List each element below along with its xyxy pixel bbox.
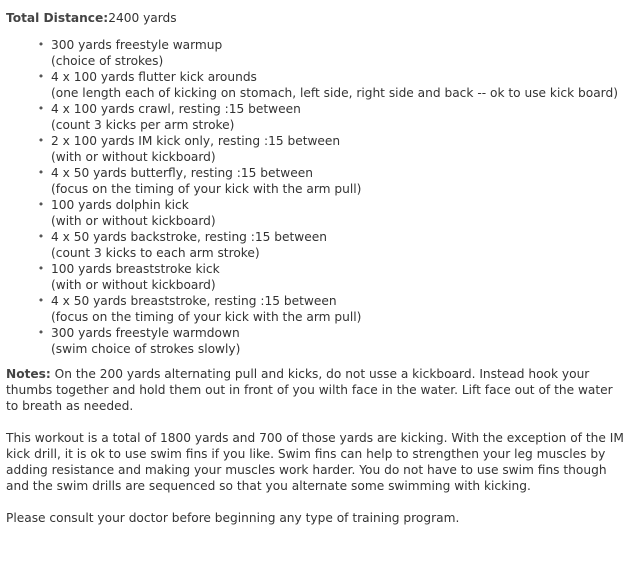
list-item <box>36 101 626 133</box>
workout-list <box>6 37 626 357</box>
bullet-icon: • <box>37 294 45 307</box>
bullet-icon: • <box>37 70 45 83</box>
total-distance <box>6 10 626 26</box>
workout-step-detail: (one length each of kicking on stomach, left side, right side and back -- ok to use kick board) <box>51 86 618 100</box>
list-item <box>36 293 626 325</box>
workout-step: 4 x 50 yards butterfly, resting :15 between <box>51 166 313 180</box>
bullet-icon: • <box>37 166 45 179</box>
notes-paragraph <box>6 366 626 414</box>
bullet-icon: • <box>37 326 45 339</box>
workout-step: 300 yards freestyle warmdown <box>51 326 240 340</box>
list-item <box>36 261 626 293</box>
disclaimer-paragraph: Please consult your doctor before beginning any type of training program. <box>6 511 460 525</box>
workout-step-detail: (focus on the timing of your kick with the arm pull) <box>51 182 362 196</box>
list-item <box>36 325 626 357</box>
list-item <box>36 69 626 101</box>
list-item <box>36 229 626 261</box>
workout-step: 4 x 100 yards flutter kick arounds <box>51 70 257 84</box>
list-item <box>36 197 626 229</box>
total-distance-label: Total Distance: <box>6 11 109 25</box>
workout-step-detail: (count 3 kicks per arm stroke) <box>51 118 235 132</box>
workout-step-detail: (count 3 kicks to each arm stroke) <box>51 246 260 260</box>
bullet-icon: • <box>37 38 45 51</box>
workout-step-detail: (with or without kickboard) <box>51 214 216 228</box>
workout-step-detail: (focus on the timing of your kick with the arm pull) <box>51 310 362 324</box>
notes-text: On the 200 yards alternating pull and kicks, do not usse a kickboard. Instead hook your thumbs together and hold them out in front of you wilth face in the water. Lift face out of the water to breath as needed. <box>6 367 613 413</box>
notes-label: Notes: <box>6 367 51 381</box>
workout-step: 300 yards freestyle warmup <box>51 38 223 52</box>
bullet-icon: • <box>37 198 45 211</box>
workout-step: 4 x 50 yards backstroke, resting :15 between <box>51 230 327 244</box>
total-distance-value: 2400 yards <box>108 11 177 25</box>
workout-step: 100 yards dolphin kick <box>51 198 189 212</box>
workout-step: 4 x 100 yards crawl, resting :15 between <box>51 102 301 116</box>
workout-step: 4 x 50 yards breaststroke, resting :15 between <box>51 294 337 308</box>
list-item <box>36 165 626 197</box>
bullet-icon: • <box>37 102 45 115</box>
workout-step: 100 yards breaststroke kick <box>51 262 220 276</box>
workout-step-detail: (with or without kickboard) <box>51 278 216 292</box>
workout-step-detail: (with or without kickboard) <box>51 150 216 164</box>
workout-step-detail: (swim choice of strokes slowly) <box>51 342 241 356</box>
list-item <box>36 37 626 69</box>
list-item <box>36 133 626 165</box>
workout-step: 2 x 100 yards IM kick only, resting :15 between <box>51 134 341 148</box>
bullet-icon: • <box>37 230 45 243</box>
workout-step-detail: (choice of strokes) <box>51 54 164 68</box>
bullet-icon: • <box>37 262 45 275</box>
bullet-icon: • <box>37 134 45 147</box>
summary-paragraph: This workout is a total of 1800 yards and 700 of those yards are kicking. With the exception of the IM kick drill, it is ok to use swim fins if you like. Swim fins can help to strengthen your leg muscles by adding resistance and making your muscles work harder. You do not have to use swim fins though and the swim drills are sequenced so that you alternate some swimming with kicking. <box>6 431 624 493</box>
